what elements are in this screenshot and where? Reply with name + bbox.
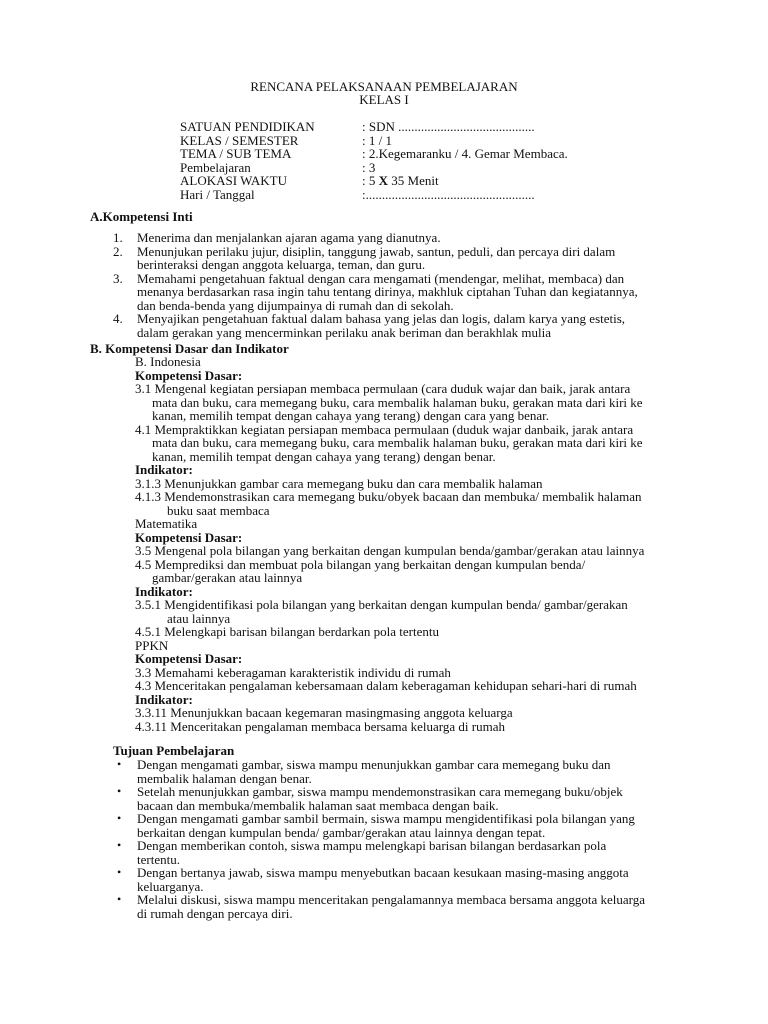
section-b-heading: B. Kompetensi Dasar dan Indikator (90, 341, 289, 356)
kd-label: Kompetensi Dasar: (135, 651, 243, 666)
indikator-label: Indikator: (135, 462, 193, 477)
info-row-hari (180, 188, 568, 202)
info-value (362, 174, 439, 188)
indikator-line: buku saat membaca (167, 502, 270, 518)
info-label: TEMA / SUB TEMA (180, 146, 292, 161)
alokasi-value-a: : 5 (362, 173, 379, 188)
info-row-tema (180, 147, 568, 161)
ki-line: Menerima dan menjalankan ajaran agama yang dianutnya. (137, 230, 441, 245)
tujuan-line: Melalui diskusi, siswa mampu menceritakan pengalamannya membaca bersama anggota keluarga (137, 892, 646, 907)
info-row-pembelajaran (180, 161, 568, 175)
ki-number: 2. (113, 243, 123, 259)
tujuan-line: membalik halaman dengan benar. (137, 770, 312, 786)
tujuan-line: tertentu. (137, 851, 180, 867)
document-title: RENCANA PELAKSANAAN PEMBELAJARAN (250, 79, 518, 94)
alokasi-multiply: X (378, 173, 389, 188)
info-label: ALOKASI WAKTU (180, 173, 288, 188)
bullet-icon: • (117, 784, 122, 798)
bullet-icon: • (117, 892, 122, 906)
identity-table (180, 120, 568, 201)
ki-line: Menyajikan pengetahuan faktual dalam bahasa yang jelas dan logis, dalam karya yang estetis, (137, 311, 626, 326)
section-b-content (135, 355, 644, 733)
kd-line: kanan, memilih tempat dengan cahaya yang terang) dengan benar. (152, 448, 496, 464)
info-row-alokasi (180, 174, 568, 188)
info-value: : 3 (362, 159, 376, 175)
indikator-line: atau lainnya (167, 610, 231, 626)
tujuan-line: berkaitan dengan kumpulan benda/ gambar/gerakan atau lainnya dengan tepat. (137, 824, 546, 840)
indikator-line: 3.1.3 Menunjukkan gambar cara memegang buku dan cara membalik halaman (135, 475, 543, 491)
indikator-line: 4.1.3 Mendemonstrasikan cara memegang buku/obyek bacaan dan membuka/ membalik halaman (135, 489, 642, 504)
list-item (117, 865, 645, 894)
subject-ppkn: PPKN (135, 637, 169, 653)
subject-bindo: B. Indonesia (135, 354, 201, 369)
tujuan-line: Dengan mengamati gambar, siswa mampu menunjukkan gambar cara memegang buku dan (137, 757, 611, 772)
tujuan-section (113, 744, 234, 758)
kd-label: Kompetensi Dasar: (135, 529, 243, 545)
kd-label: Kompetensi Dasar: (135, 367, 243, 383)
bullet-icon: • (117, 865, 122, 879)
info-value: :.................................................... (362, 186, 535, 202)
info-label: SATUAN PENDIDIKAN (180, 119, 315, 134)
kd-line: 3.5 Mengenal pola bilangan yang berkaitan dengan kumpulan benda/gambar/gerakan atau lainnya (135, 543, 645, 558)
indikator-line: 3.5.1 Mengidentifikasi pola bilangan yang berkaitan dengan kumpulan benda/ gambar/gerakan (135, 597, 628, 612)
ki-number: 3. (113, 270, 123, 286)
section-a-heading: A.Kompetensi Inti (90, 209, 193, 224)
bullet-icon: • (117, 838, 122, 852)
kd-line: mata dan buku, cara memegang buku, cara membalik halaman buku, gerakan mata dari kiri ke (152, 394, 643, 410)
ki-number: 1. (113, 230, 123, 245)
tujuan-heading: Tujuan Pembelajaran (113, 743, 235, 758)
list-item (117, 892, 646, 921)
ki-line: menanya berdasarkan rasa ingin tahu tentang dirinya, makhluk ciptahan Tuhan dan kegiatannya, (137, 284, 638, 299)
kd-line: 4.3 Menceritakan pengalaman kebersamaan dalam keberagaman kehidupan sehari-hari di rumah (135, 678, 637, 693)
tujuan-line: bacaan dan membuka/membalik halaman saat membaca dengan baik. (137, 797, 499, 813)
info-value: : 1 / 1 (362, 132, 392, 148)
info-row-kelas (180, 134, 568, 148)
section-a (90, 210, 193, 224)
tujuan-list (117, 757, 646, 921)
alokasi-value-b: 35 Menit (388, 173, 439, 188)
ki-line: dan benda-benda yang dijumpainya di rumah dan di sekolah. (137, 297, 454, 313)
indikator-line: 4.3.11 Menceritakan pengalaman membaca bersama keluarga di rumah (135, 718, 505, 734)
info-value: : SDN .......................................... (362, 119, 535, 134)
subject-matematika: Matematika (135, 516, 198, 531)
section-a-numbers (113, 231, 123, 326)
ki-number: 4. (113, 311, 123, 326)
document-subtitle: KELAS I (359, 92, 409, 107)
ki-line: dalam gerakan yang mencerminkan perilaku anak beriman dan berakhlak mulia (137, 324, 552, 340)
tujuan-line: di rumah dengan percaya diri. (137, 905, 293, 921)
info-label: KELAS / SEMESTER (180, 132, 299, 148)
kd-line: 3.1 Mengenal kegiatan persiapan membaca permulaan (cara duduk wajar dan baik, jarak antara (135, 381, 631, 396)
tujuan-line: Dengan memberikan contoh, siswa mampu melengkapi barisan bilangan berdasarkan pola (137, 838, 607, 853)
kd-line: kanan, memilih tempat dengan cahaya yang terang) dengan cara yang benar. (152, 408, 550, 423)
bullet-icon: • (117, 757, 122, 771)
ki-line: Memahami pengetahuan faktual dengan cara mengamati (mendengar, melihat, membaca) dan (137, 270, 625, 286)
list-item (117, 811, 645, 840)
bullet-icon: • (117, 811, 122, 825)
kd-line: mata dan buku, cara memegang buku, cara membalik halaman buku, gerakan mata dari kiri ke (152, 435, 643, 450)
kd-line: 4.5 Memprediksi dan membuat pola bilangan yang berkaitan dengan kumpulan benda/ (135, 556, 586, 572)
indikator-line: 4.5.1 Melengkapi barisan bilangan berdarkan pola tertentu (135, 624, 439, 639)
list-item (117, 838, 645, 867)
indikator-label: Indikator: (135, 583, 193, 599)
info-row-satuan (180, 120, 568, 134)
kd-line: 4.1 Mempraktikkan kegiatan persiapan membaca permulaan (duduk wajar danbaik, jarak antara (135, 421, 634, 437)
info-value: : 2.Kegemaranku / 4. Gemar Membaca. (362, 146, 568, 161)
kd-line: gambar/gerakan atau lainnya (152, 570, 303, 585)
tujuan-line: Setelah menunjukkan gambar, siswa mampu mendemonstrasikan cara memegang buku/objek (137, 784, 623, 799)
tujuan-line: Dengan bertanya jawab, siswa mampu menyebutkan bacaan kesukaan masing-masing anggota (137, 865, 629, 880)
indikator-label: Indikator: (135, 691, 193, 707)
list-item (117, 784, 645, 813)
ki-line: Menunjukan perilaku jujur, disiplin, tanggung jawab, santun, peduli, dan percaya diri dalam (137, 243, 616, 259)
section-a-items (137, 231, 638, 339)
kd-line: 3.3 Memahami keberagaman karakteristik individu di rumah (135, 664, 451, 680)
ki-line: berinteraksi dengan anggota keluarga, teman, dan guru. (137, 257, 426, 272)
tujuan-line: keluarganya. (137, 878, 204, 894)
info-label: Hari / Tanggal (180, 186, 255, 202)
tujuan-line: Dengan mengamati gambar sambil bermain, siswa mampu mengidentifikasi pola bilangan yang (137, 811, 635, 826)
list-item (117, 757, 645, 786)
indikator-line: 3.3.11 Menunjukkan bacaan kegemaran masingmasing anggota keluarga (135, 705, 513, 720)
info-label: Pembelajaran (180, 159, 251, 175)
